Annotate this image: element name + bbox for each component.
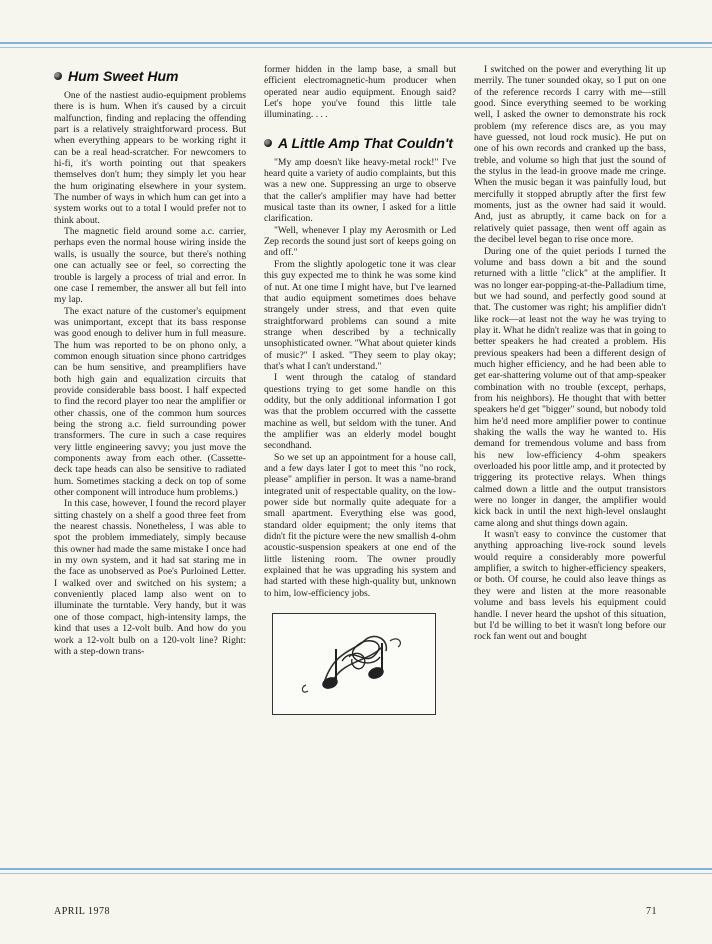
tangled-music-note-icon: [294, 621, 414, 707]
column-1: [54, 64, 246, 862]
bottom-rule: [0, 868, 712, 870]
paragraph: "Well, whenever I play my Aerosmith or Led Zep records the sound just sort of keeps going on and off.": [264, 224, 456, 259]
section-title: A Little Amp That Couldn't: [278, 134, 453, 151]
illustration: [272, 613, 436, 715]
paragraph: During one of the quiet periods I turned the volume and bass down a bit and the sound returned with a little "click" at the amplifier. It was no longer ear-popping-at-the-Palladium time, but we had sound, and perfectly good sound at that. The customer was right; his amplifier didn't like rock—at least not the way he was trying to play it. What he didn't realize was that in going to better speakers he had created a problem. His previous speakers had been a different design of much higher efficiency, and he had been able to get ear-shattering volume out of that amp-speaker combination with no trouble (except, perhaps, from his neighbors). He thought that with better speakers he'd get "bigger" sound, but nobody told him he'd need more amplifier power to continue shaking the walls the way he wanted to. His demand for tremendous volume and bass from his new low-efficiency 4-ohm speakers overloaded his poor little amp, and it protected by triggering its protective relays. When things calmed down a little and the output transistors were no longer in danger, the amplifier would kick back in until the next high-level onslaught came along and shut things down again.: [474, 245, 666, 529]
paragraph: In this case, however, I found the record player sitting chastely on a shelf a good three feet from the nearest chassis. Nonetheless, I was able to spot the problem immediately, simply because this owner had made the same mistake I once had in my own system, and it had sat staring me in the face as unobserved as Poe's Purloined Letter. I walked over and switched on his system; a conveniently placed lamp also went on to illuminate the turntable. Very handy, but it was one of those compact, high-intensity lamps, the kind that uses a 12-volt bulb. And how do you work a 12-volt bulb on a 120-volt line? Right: with a step-down trans-: [54, 498, 246, 657]
paragraph: One of the nastiest audio-equipment problems there is is hum. When it's caused by a circuit malfunction, finding and replacing the offending part is a relatively straightforward process. But when everything appears to be working right it can be a real head-scratcher. For newcomers to hi-fi, it's worth pointing out that speakers themselves don't hum; they simply let you hear the hum originating elsewhere in your system. The number of ways in which hum can get into a system works out to a total I would prefer not to think about.: [54, 90, 246, 226]
paragraph: The magnetic field around some a.c. carrier, perhaps even the normal house wiring inside the walls, is usually the source, but there's nothing one can actually see or feel, so correcting the trouble is largely a process of trial and error. In one case I remember, the answer all but fell into my lap.: [54, 226, 246, 306]
paragraph: I went through the catalog of standard questions trying to get some handle on this oddity, but the only additional information I got was that the problem occurred with the cassette machine as well, but seldom with the tuner. And the amplifier was an elderly model bought secondhand.: [264, 372, 456, 452]
page-number: 71: [646, 906, 657, 917]
bottom-rule-thin: [0, 873, 712, 874]
paragraph: I switched on the power and everything lit up merrily. The tuner sounded okay, so I put on one of the reference records I carry with me—still good. Since everything seemed to be working well, I asked the owner to demonstrate his rock problem (my reference discs are, as you may have guessed, not loud rock music). He put on one of his own records and cranked up the bass, treble, and volume so high that just the sound of the stylus in the lead-in groove made me cringe. When the music began it was painfully loud, but mercifully it stopped abruptly after the first few moments, just as the owner had said it would. And, just as abruptly, it came back on for a relatively quiet passage, then went off again as the decibel level began to rise once more.: [474, 64, 666, 246]
column-2: [264, 64, 456, 862]
paragraph: The exact nature of the customer's equipment was unimportant, except that its bass response was good enough to deliver hum in full measure. The hum was reported to be on phono only, a common enough situation since phono cartridges can be hum sensitive, and preamplifiers have both high gain and equalization circuits that provide considerable bass boost. I half expected to find the record player too near the amplifier or other chassis, one of the common hum sources being the strong a.c. field surrounding power transformers. The cure in such a case requires very little engineering savvy; you just move the components away from each other. (Cassette-deck tape heads can also be sensitive to radiated hum. Sometimes stacking a deck on top of some other component will introduce hum problems.): [54, 305, 246, 499]
column-3: [474, 64, 666, 862]
section-title: Hum Sweet Hum: [68, 68, 179, 84]
top-rule-thin: [0, 47, 712, 48]
article-columns: [54, 64, 666, 862]
bullet-icon: [264, 139, 272, 147]
section-heading-hum: [54, 68, 246, 84]
paragraph: It wasn't easy to convince the customer that anything approaching live-rock sound levels would require a considerably more powerful amplifier, a switch to higher-efficiency speakers, or both. Of course, he could also leave things as they were and listen at the more reasonable volume and bass levels his equipment could handle. I never heard the upshot of this situation, but I'd be willing to bet it wasn't long before our rock fan went out and bought: [474, 529, 666, 643]
paragraph: From the slightly apologetic tone it was clear this guy expected me to think he was some kind of nut. At one time I might have, but I've learned that audio equipment sometimes does behave strangely under stress, and that even quite straightforward problems can sound a mite strange when described by a technically unsophisticated owner. "What about quieter kinds of music?" I asked. "They seem to play okay; that's what I can't understand.": [264, 258, 456, 372]
paragraph: "My amp doesn't like heavy-metal rock!" I've heard quite a variety of audio complaints, but this was a new one. Suppressing an urge to observe that the caller's amplifier may have had better musical taste than its owner, I asked for a little clarification.: [264, 156, 456, 225]
issue-date: APRIL 1978: [54, 906, 111, 917]
section-heading-amp: [264, 135, 456, 151]
bullet-icon: [54, 72, 62, 80]
top-rule: [0, 42, 712, 44]
paragraph: former hidden in the lamp base, a small but efficient electromagnetic-hum producer when operated near audio equipment. Enough said? Let's hope you've found this little tale illuminating. . . .: [264, 64, 456, 121]
paragraph: So we set up an appointment for a house call, and a few days later I got to meet this "no rock, please" amplifier in person. It was a name-brand integrated unit of respectable quality, on the low-power side but normally quite adequate for a small apartment. Everything else was good, standard older equipment; the only items that didn't fit the picture were the new smallish 4-ohm acoustic-suspension speakers at one end of the little listening room. The owner proudly explained that he was upgrading his system and had started with these high-quality but, unknown to him, low-efficiency jobs.: [264, 451, 456, 599]
